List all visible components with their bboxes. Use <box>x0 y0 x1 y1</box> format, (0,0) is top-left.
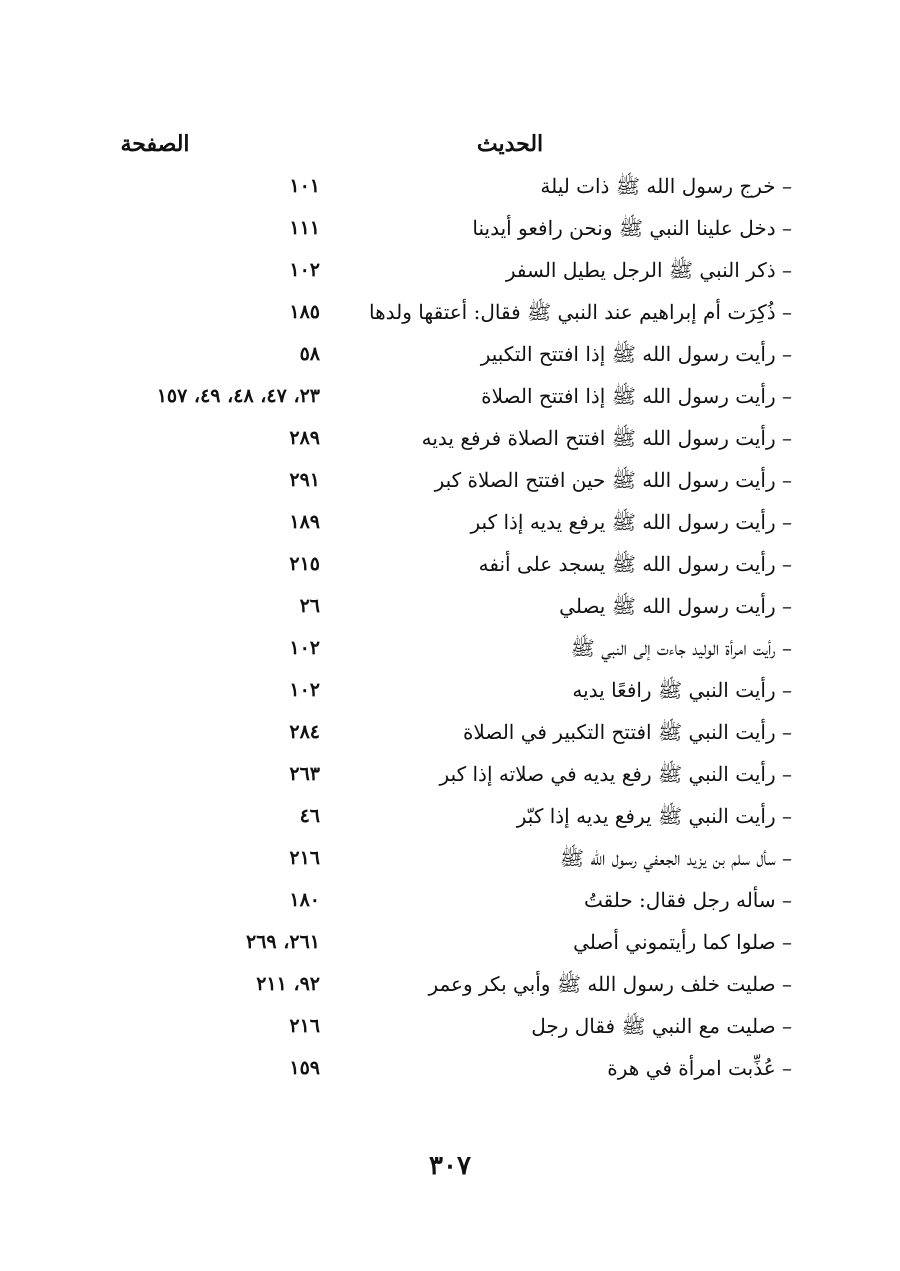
hadith-text: – رأيت النبي ﷺ يرفع يديه إذا كبّر <box>516 804 792 828</box>
page-ref: ٥٨ <box>299 343 320 365</box>
index-row <box>0 796 900 836</box>
hadith-text: – خرج رسول الله ﷺ ذات ليلة <box>540 174 792 198</box>
hadith-text: – رأيت النبي ﷺ رافعًا يديه <box>572 678 792 702</box>
index-row <box>0 670 900 710</box>
page-ref: ١٠٢ <box>289 637 320 659</box>
page-ref: ٢٣، ٤٧، ٤٨، ٤٩، ١٥٧ <box>156 385 320 407</box>
hadith-text: – رأيت رسول الله ﷺ يرفع يديه إذا كبر <box>470 510 792 534</box>
index-row <box>0 838 900 878</box>
page-ref: ١١١ <box>289 217 320 239</box>
index-row <box>0 460 900 500</box>
page-ref: ١٨٠ <box>289 889 320 911</box>
hadith-text: – ذُكِرَت أم إبراهيم عند النبي ﷺ فقال: أعتقها ولدها <box>369 300 792 324</box>
hadith-text: – رأيت رسول الله ﷺ إذا افتتح الصلاة <box>481 384 792 408</box>
hadith-text: – دخل علينا النبي ﷺ ونحن رافعو أيدينا <box>472 216 792 240</box>
page-ref: ٢٨٤ <box>289 721 320 743</box>
index-row <box>0 250 900 290</box>
page-number: ٣٠٧ <box>429 1151 471 1181</box>
hadith-text: – رأيت النبي ﷺ رفع يديه في صلاته إذا كبر <box>439 762 792 786</box>
hadith-text: – ذكر النبي ﷺ الرجل يطيل السفر <box>505 258 792 282</box>
page-ref: ٢٦ <box>299 595 320 617</box>
page-ref: ٢١٦ <box>289 847 320 869</box>
hadith-text: – رأيت رسول الله ﷺ حين افتتح الصلاة كبر <box>434 468 792 492</box>
hadith-column-header: الحديث <box>476 131 544 157</box>
index-row <box>0 754 900 794</box>
index-row <box>0 964 900 1004</box>
page-ref: ٢١٥ <box>289 553 320 575</box>
page-ref: ٤٦ <box>299 805 320 827</box>
hadith-text: – صلوا كما رأيتموني أصلي <box>573 930 792 954</box>
page-ref: ١٠٢ <box>289 679 320 701</box>
index-row <box>0 628 900 668</box>
index-row <box>0 166 900 206</box>
index-row <box>0 922 900 962</box>
page-ref: ٢٦١، ٢٦٩ <box>246 931 320 953</box>
hadith-text: – رأيت رسول الله ﷺ إذا افتتح التكبير <box>480 342 792 366</box>
hadith-text: – رأيت رسول الله ﷺ يصلي <box>559 594 792 618</box>
hadith-text: – صليت خلف رسول الله ﷺ وأبي بكر وعمر <box>428 972 792 996</box>
index-row <box>0 334 900 374</box>
index-row <box>0 376 900 416</box>
page-column-header: الصفحة <box>120 131 190 157</box>
page-ref: ٢٩١ <box>289 469 320 491</box>
page-ref: ٢٦٣ <box>289 763 320 785</box>
index-row <box>0 712 900 752</box>
index-row <box>0 880 900 920</box>
hadith-text: – صليت مع النبي ﷺ فقال رجل <box>531 1014 792 1038</box>
hadith-text: – رأيت امرأة الوليد جاءت إلى النبي ﷺ <box>570 636 792 660</box>
page-ref: ١٨٥ <box>289 301 320 323</box>
index-row <box>0 418 900 458</box>
index-row <box>0 502 900 542</box>
hadith-text: – عُذِّبت امرأة في هرة <box>607 1056 792 1080</box>
page-ref: ١٨٩ <box>289 511 320 533</box>
page-ref: ٩٢، ٢١١ <box>256 973 320 995</box>
hadith-text: – رأيت النبي ﷺ افتتح التكبير في الصلاة <box>462 720 792 744</box>
index-row <box>0 292 900 332</box>
index-row <box>0 586 900 626</box>
page-ref: ٢٨٩ <box>289 427 320 449</box>
index-row <box>0 208 900 248</box>
hadith-text: – سأله رجل فقال: حلقتُ <box>583 888 792 912</box>
page-ref: ٢١٦ <box>289 1015 320 1037</box>
table-header <box>0 124 900 164</box>
page-ref: ١٠٢ <box>289 259 320 281</box>
page-ref: ١٥٩ <box>289 1057 320 1079</box>
page-ref: ١٠١ <box>289 175 320 197</box>
index-row <box>0 1006 900 1046</box>
hadith-text: – رأيت رسول الله ﷺ افتتح الصلاة فرفع يديه <box>421 426 792 450</box>
hadith-text: – رأيت رسول الله ﷺ يسجد على أنفه <box>478 552 792 576</box>
hadith-text: – سأل سلم بن يزيد الجعفي رسول الله ﷺ <box>559 846 792 870</box>
index-row <box>0 1048 900 1088</box>
index-row <box>0 544 900 584</box>
